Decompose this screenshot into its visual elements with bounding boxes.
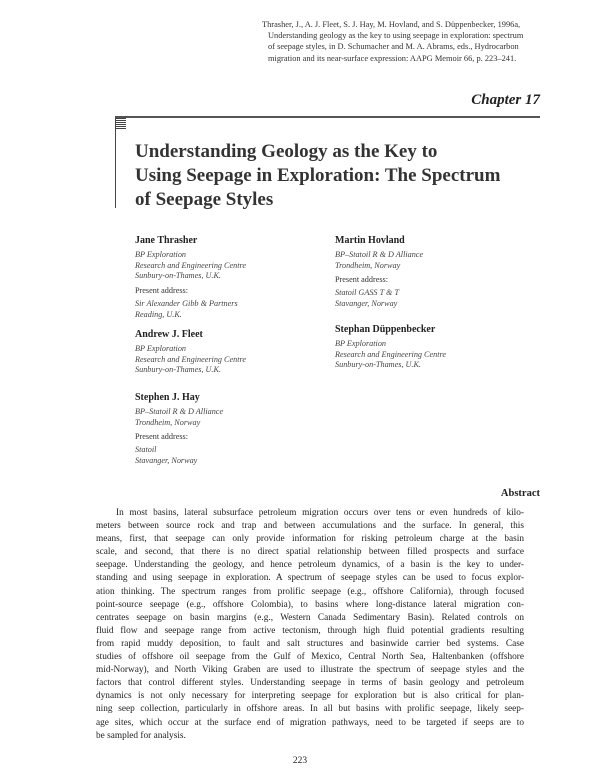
abstract-line: studies of offshore oil seepage from the Gulf of Mexico, Central North Sea, Haltenbanken (offshore — [96, 652, 524, 663]
title-line: Understanding Geology as the Key to — [135, 141, 438, 162]
author-name: Stephen J. Hay — [135, 392, 200, 403]
abstract-line: scale, and second, that there is no direct spatial relationship between filled prospects and surface — [96, 547, 524, 558]
abstract-line: centrates seepage on basin margins (e.g., Western Canada Sedimentary Basin). Related controls on — [96, 612, 524, 623]
abstract-line: be sampled for analysis. — [96, 730, 186, 741]
abstract-line: from rapid muddy deposition, to fault and salt structures and basinwide carrier bed systems. Case — [96, 638, 524, 649]
abstract-line: point-source seepage (e.g., offshore Colombia), to basins where long-distance lateral migration con- — [96, 599, 524, 610]
affiliation-line: Research and Engineering Centre — [135, 354, 247, 364]
author-name: Jane Thrasher — [135, 235, 198, 246]
title-line: Using Seepage in Exploration: The Spectrum — [135, 165, 501, 186]
affiliation-line: BP Exploration — [135, 343, 187, 353]
abstract-heading: Abstract — [500, 488, 540, 499]
abstract-line: seepage. Understanding the geology, and hence petroleum dynamics, of a basin is the key to under- — [96, 560, 524, 571]
abstract-line: age sites, which occur at the surface end of migration pathways, need to be targeted if seeps are to — [96, 717, 524, 728]
page-number: 223 — [292, 756, 308, 766]
abstract-line: mid-Norway), and North Viking Graben are used to illustrate the spectrum of seepage styles and the — [96, 665, 524, 676]
title-line: of Seepage Styles — [135, 189, 274, 210]
title-side-bar — [115, 118, 116, 208]
address-line: Statoil — [135, 445, 157, 455]
address-line: Sir Alexander Gibb & Partners — [135, 298, 238, 308]
citation-line: migration and its near-surface expression: AAPG Memoir 66, p. 223–241. — [268, 53, 517, 63]
decorative-stripes — [115, 118, 126, 130]
abstract-line: meters between source rock and trap and between accumulations and the surface. In general, this — [96, 521, 524, 532]
affiliation-line: Sunbury-on-Thames, U.K. — [335, 360, 421, 370]
abstract-line: ation thinking. The spectrum ranges from prolific seepage (e.g., offshore California), through focused — [96, 586, 524, 597]
present-address-label: Present address: — [135, 286, 188, 296]
author-name: Martin Hovland — [335, 235, 405, 246]
author-name: Stephan Düppenbecker — [335, 324, 436, 335]
address-line: Stavanger, Norway — [335, 298, 398, 308]
abstract-line: factors that control different styles. Understanding seepage in terms of basin geology and petroleum — [96, 678, 524, 689]
address-line: Reading, U.K. — [135, 309, 182, 319]
affiliation-line: Sunbury-on-Thames, U.K. — [135, 365, 221, 375]
affiliation-line: Sunbury-on-Thames, U.K. — [135, 271, 221, 281]
author-block — [335, 236, 423, 310]
affiliation-line: BP–Statoil R & D Alliance — [335, 249, 424, 259]
affiliation-line: BP Exploration — [135, 249, 187, 259]
citation-line: Understanding geology as the key to using seepage in exploration: spectrum — [268, 31, 524, 41]
abstract-line: fluid flow and seepage range from active tectonism, through high fluid potential gradients resulting — [96, 625, 524, 636]
abstract-body — [96, 507, 524, 743]
author-block — [335, 325, 446, 371]
affiliation-line: Trondheim, Norway — [335, 260, 401, 270]
abstract-line: ning seep collection, particularly in offshore areas. In all but basins with prolific seepage, likely seep- — [96, 704, 524, 715]
author-block — [135, 236, 246, 321]
affiliation-line: Trondheim, Norway — [135, 417, 201, 427]
author-name: Andrew J. Fleet — [135, 329, 203, 340]
abstract-line: In most basins, lateral subsurface petroleum migration occurs over tens or even hundreds of kilo- — [116, 508, 524, 518]
header-rule — [115, 116, 540, 118]
citation-line: Thrasher, J., A. J. Fleet, S. J. Hay, M. Hovland, and S. Düppenbecker, 1996a, — [262, 20, 521, 29]
page-title — [135, 140, 500, 212]
abstract-line: means, first, that seepage can only provide information for risking petroleum charge at the basin — [96, 534, 524, 545]
chapter-label: Chapter 17 — [471, 92, 540, 108]
address-line: Stavanger, Norway — [135, 455, 198, 465]
affiliation-line: Research and Engineering Centre — [335, 349, 447, 359]
author-block — [135, 330, 246, 376]
address-line: Statoil GASS T & T — [335, 288, 399, 298]
abstract-line: standing and using seepage in exploration. A spectrum of seepage styles can be used to focus explor- — [96, 573, 524, 584]
citation-line: of seepage styles, in D. Schumacher and M. A. Abrams, eds., Hydrocarbon — [268, 42, 519, 52]
affiliation-line: Research and Engineering Centre — [135, 260, 247, 270]
abstract-line: dynamics is not only necessary for interpreting seepage for exploration but is also critical for plan- — [96, 691, 524, 702]
present-address-label: Present address: — [335, 275, 388, 285]
author-block — [135, 393, 223, 467]
affiliation-line: BP Exploration — [335, 338, 387, 348]
affiliation-line: BP–Statoil R & D Alliance — [135, 406, 224, 416]
present-address-label: Present address: — [135, 432, 188, 442]
citation — [262, 19, 562, 64]
